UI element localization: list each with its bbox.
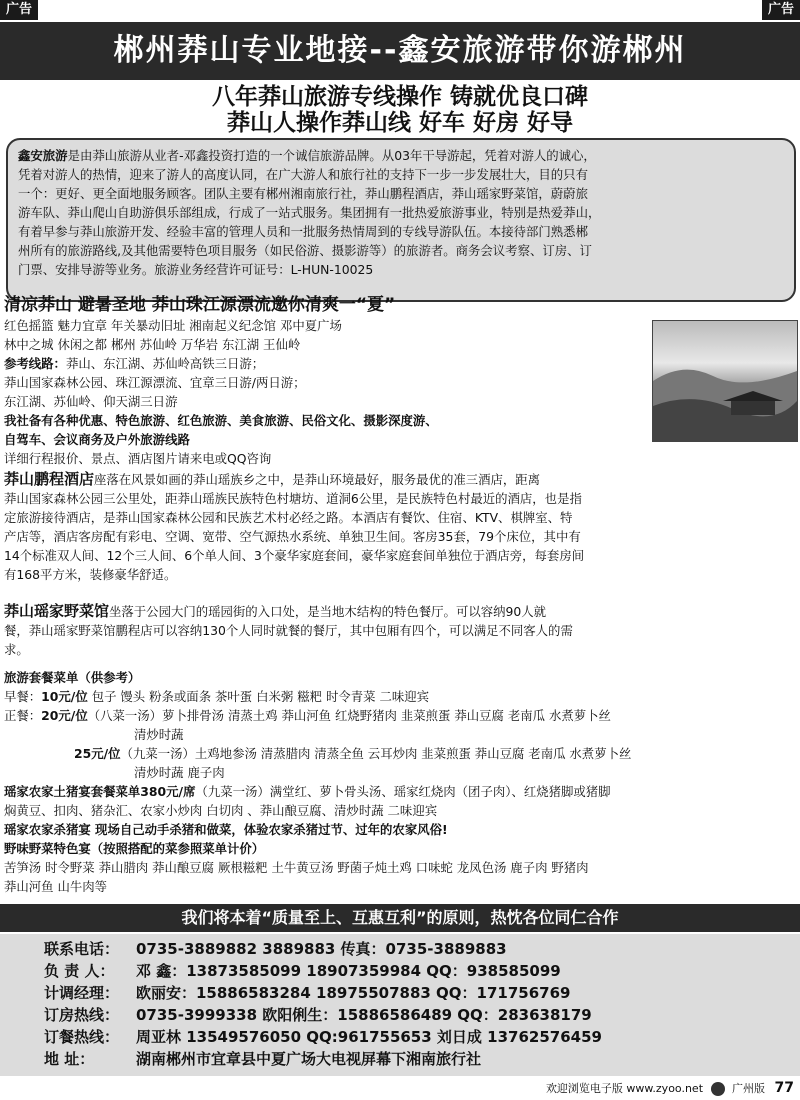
page-footer xyxy=(546,1080,794,1096)
hotel-line: 有168平方米，装修豪华舒适。 xyxy=(4,567,177,582)
hotel-name: 莽山鹏程酒店 xyxy=(4,470,95,488)
menu-section xyxy=(4,668,796,896)
hotel-line: 莽山国家森林公园三公里处，距莽山瑶族民族特色村塘坊、道洞6公里，是民族特色村最近的酒店，也是指 xyxy=(4,491,582,506)
contact-row: 负 责 人： 邓 鑫：13873585099 18907359984 QQ：938585099 xyxy=(44,962,561,980)
contact-row: 订餐热线： 周亚林 13549576050 QQ:961755653 刘日成 13762576459 xyxy=(44,1028,602,1046)
slogan-2: 莽山人操作莽山线 好车 好房 好导 xyxy=(226,110,574,136)
zyoo-logo-icon xyxy=(711,1082,725,1096)
lunch-extra: 清炒时蔬 xyxy=(134,727,184,742)
pig-feast-line: 焖黄豆、扣肉、猪杂汇、农家小炒肉 白切肉 、莽山酿豆腐、清炒时蔬 二味迎宾 xyxy=(4,803,438,818)
offer-line: 我社备有各种优惠、特色旅游、红色旅游、美食旅游、民俗文化、摄影深度游、 xyxy=(4,413,438,428)
summer-line: 林中之城 休闲之都 郴州 苏仙岭 万华岩 东江湖 王仙岭 xyxy=(4,337,301,352)
consult-line: 详细行程报价、景点、酒店图片请来电或QQ咨询 xyxy=(4,451,272,466)
hotel-line: 产店等，酒店客房配有彩电、空调、宽带、空气源热水系统、单独卫生间。客房35套，79个床位，其中有 xyxy=(4,529,581,544)
breakfast-line: 早餐：10元/位 包子 馒头 粉条或面条 茶叶蛋 白米粥 糍粑 时令青菜 二味迎宾 xyxy=(4,689,430,704)
ad-label-left: 广告 xyxy=(0,0,38,20)
intro-line: 门票、安排导游等业务。旅游业务经营许可证号：L-HUN-10025 xyxy=(18,262,374,277)
hotel-line: 14个标准双人间、12个三人间、6个单人间、3个豪华家庭套间，豪华家庭套间单独位于酒店旁，每套房间 xyxy=(4,548,585,563)
page-number: 77 xyxy=(774,1080,794,1096)
intro-line: 州所有的旅游路线,及其他需要特色项目服务（如民俗游、摄影游等）的旅游者。商务会议考察、订房、订 xyxy=(18,243,592,258)
contact-row: 订房热线： 0735-3999338 欧阳俐生：15886586489 QQ：283638179 xyxy=(44,1006,592,1024)
contact-row: 地 址： 湖南郴州市宜章县中夏广场大电视屏幕下湘南旅行社 xyxy=(44,1050,482,1068)
restaurant-line: 莽山瑶家野菜馆坐落于公园大门的瑶园街的入口处，是当地木结构的特色餐厅。可以容纳90人就 xyxy=(4,602,547,620)
intro-lead: 鑫安旅游 xyxy=(18,148,68,163)
summer-heading: 清凉莽山 避暑圣地 莽山珠江源漂流邀你清爽一“夏” xyxy=(4,295,396,315)
banner-title: 郴州莽山专业地接--鑫安旅游带你游郴州 xyxy=(0,22,800,80)
restaurant-section xyxy=(4,602,796,659)
menu-title: 旅游套餐菜单（供参考） xyxy=(4,670,141,685)
contact-panel xyxy=(0,934,800,1076)
contact-row: 联系电话： 0735-3889882 3889883 传真：0735-3889883 xyxy=(44,940,507,958)
routes-label: 参考线路： xyxy=(4,356,66,371)
mountain-pavilion-photo xyxy=(652,320,798,442)
intro-box xyxy=(6,138,796,302)
route-line: 莽山国家森林公园、珠江源漂流、宜章三日游/两日游； xyxy=(4,375,306,390)
restaurant-line: 餐，莽山瑶家野菜馆鹏程店可以容纳130个人同时就餐的餐厅，其中包厢有四个，可以满足不同客人的需 xyxy=(4,623,573,638)
route-line: 东江湖、苏仙岭、仰天湖三日游 xyxy=(4,394,178,409)
ad-label-right: 广告 xyxy=(762,0,800,20)
hotel-section xyxy=(4,470,796,584)
wild-feast-title: 野味野菜特色宴（按照搭配的菜参照菜单计价） xyxy=(4,841,265,856)
wild-feast-line: 莽山河鱼 山牛肉等 xyxy=(4,879,108,894)
intro-line: 鑫安旅游是由莽山旅游从业者-邓鑫投资打造的一个诚信旅游品牌。从03年干导游起，凭着对游人的诚心， xyxy=(18,148,596,163)
contact-row: 计调经理： 欧丽安：15886583284 18975507883 QQ：171756769 xyxy=(44,984,571,1002)
summer-line: 红色摇篮 魅力宜章 年关暴动旧址 湘南起义纪念馆 邓中夏广场 xyxy=(4,318,342,333)
restaurant-name: 莽山瑶家野菜馆 xyxy=(4,602,110,620)
hotel-line: 定旅游接待酒店，是莽山国家森林公园和民族艺术村必经之路。本酒店有餐饮、住宿、KTV、棋牌室、特 xyxy=(4,510,573,525)
lunch2-extra: 清炒时蔬 鹿子肉 xyxy=(134,765,225,780)
wild-feast-line: 苦笋汤 时令野菜 莽山腊肉 莽山酿豆腐 厥根糍粑 土牛黄豆汤 野菌子炖土鸡 口味蛇 龙凤色汤 鹿子肉 野猪肉 xyxy=(4,860,589,875)
intro-line: 有着早参与莽山旅游开发、经验丰富的管理人员和一批服务热情周到的专线导游队伍。本接待部门熟悉郴 xyxy=(18,224,588,239)
hotel-line: 莽山鹏程酒店座落在风景如画的莽山瑶族乡之中，是莽山环境最好，服务最优的准三酒店，距离 xyxy=(4,470,541,488)
route-line: 参考线路：莽山、东江湖、苏仙岭高铁三日游； xyxy=(4,356,265,371)
restaurant-line: 求。 xyxy=(4,642,29,657)
pig-feast-line: 瑶家农家土猪宴套餐菜单380元/席（九菜一汤）满堂红、萝卜骨头汤、瑶家红烧肉（团子肉）、红烧猪脚或猪脚 xyxy=(4,784,611,799)
intro-line: 一个：更好、更全面地服务顾客。团队主要有郴州湘南旅行社，莽山鹏程酒店，莽山瑶家野菜馆，蔚蔚旅 xyxy=(18,186,588,201)
lunch-line: 正餐：20元/位（八菜一汤）萝卜排骨汤 清蒸土鸡 莽山河鱼 红烧野猪肉 韭菜煎蛋 莽山豆腐 老南瓜 水煮萝卜丝 xyxy=(4,708,611,723)
footer-text: 欢迎浏览电子版 www.zyoo.net xyxy=(545,1082,704,1095)
offer-line: 自驾车、会议商务及户外旅游线路 xyxy=(4,432,190,447)
intro-line: 凭着对游人的热情，迎来了游人的高度认同，在广大游人和旅行社的支持下一步一步发展壮大，目的只有 xyxy=(18,167,588,182)
cooperation-banner: 我们将本着“质量至上、互惠互利”的原则，热忱各位同仁合作 xyxy=(0,904,800,932)
slogan-1: 八年莽山旅游专线操作 铸就优良口碑 xyxy=(211,84,588,110)
kill-pig-line: 瑶家农家杀猪宴 现场自己动手杀猪和做菜，体验农家杀猪过节、过年的农家风俗! xyxy=(4,822,448,837)
footer-edition: 广州版 xyxy=(732,1082,766,1095)
lunch2-line: 25元/位（九菜一汤）土鸡地参汤 清蒸腊肉 清蒸全鱼 云耳炒肉 韭菜煎蛋 莽山豆腐 老南瓜 水煮萝卜丝 xyxy=(74,746,632,761)
intro-line: 游车队、莽山爬山自助游俱乐部组成，行成了一站式服务。集团拥有一批热爱旅游事业，特别是热爱莽山， xyxy=(18,205,601,220)
